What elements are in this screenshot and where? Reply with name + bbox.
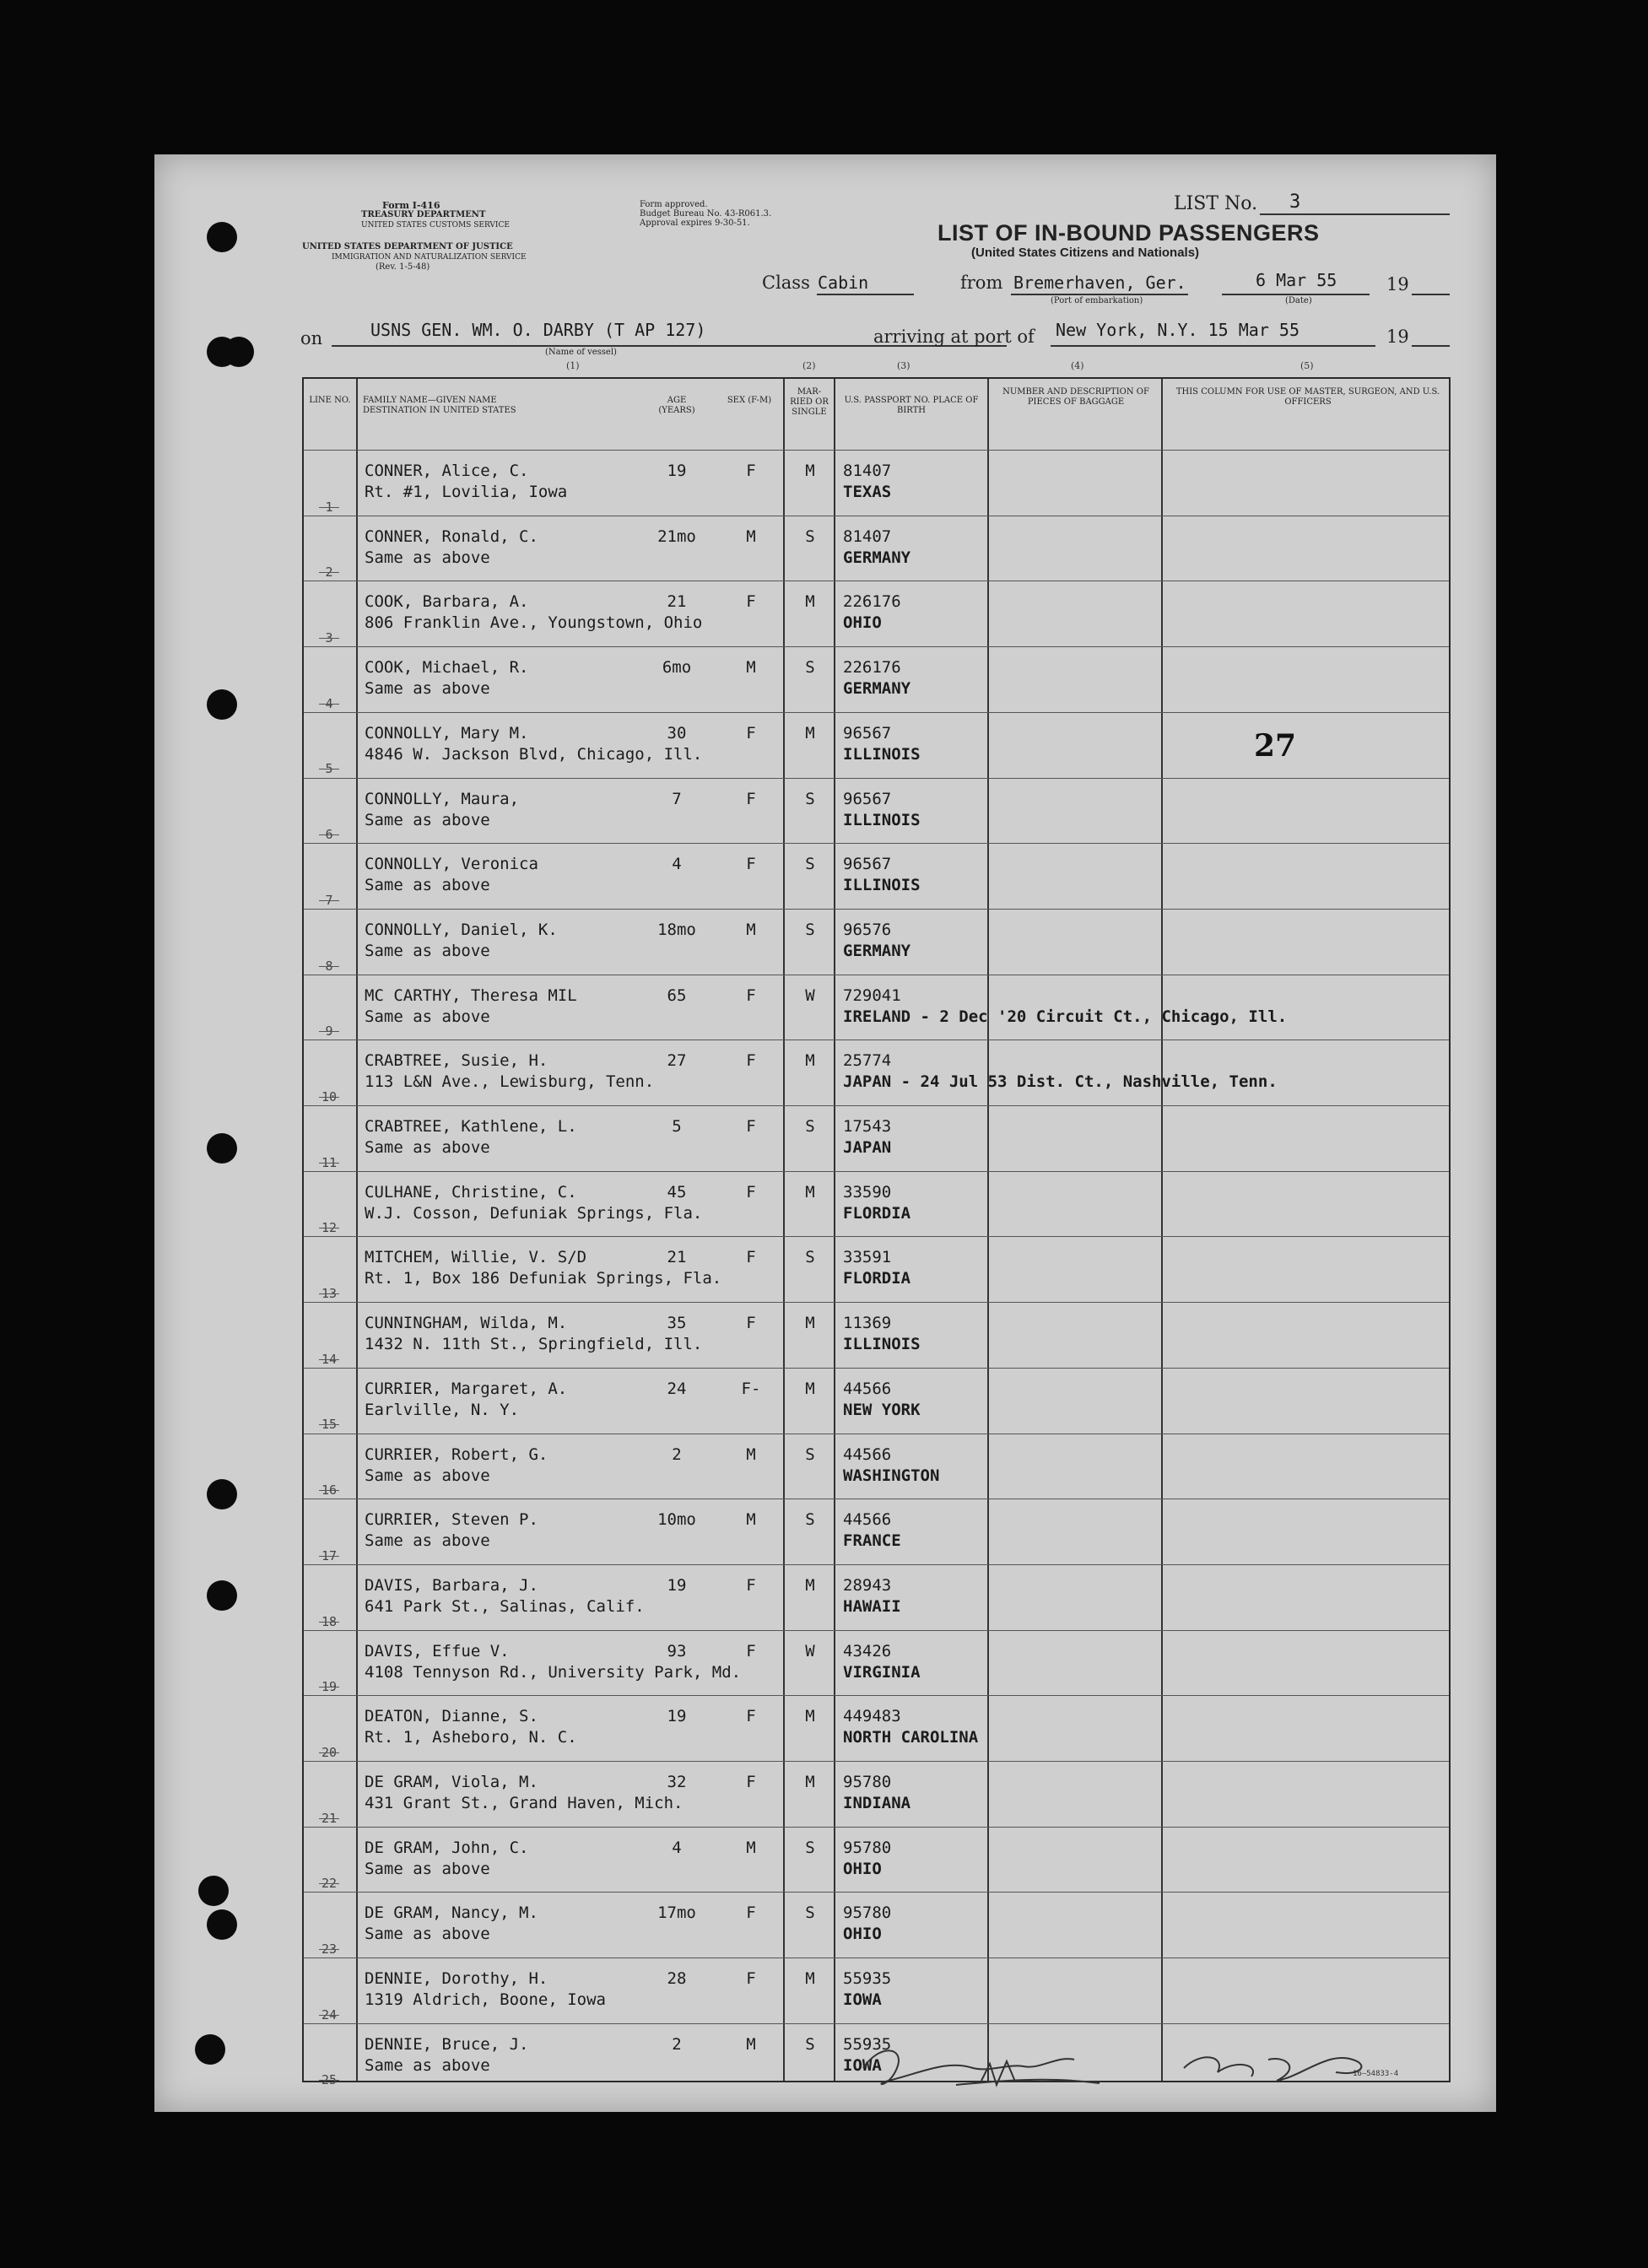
passenger-marital-status: W xyxy=(805,1641,815,1660)
place-of-birth: HAWAII xyxy=(843,1596,901,1616)
passport-number: 33590 xyxy=(843,1182,892,1202)
passenger-age: 28 xyxy=(667,1969,687,1989)
punch-hole xyxy=(207,1479,237,1509)
passenger-name: DE GRAM, Viola, M. xyxy=(365,1773,538,1791)
punch-hole xyxy=(198,1876,229,1906)
column-number-1: (1) xyxy=(566,360,580,371)
destination-address: 1319 Aldrich, Boone, Iowa xyxy=(365,1990,606,2010)
passenger-age: 7 xyxy=(672,789,682,808)
passport-number: 33591 xyxy=(843,1248,892,1267)
table-row xyxy=(304,1302,1449,1369)
table-row xyxy=(304,1564,1449,1631)
place-of-birth: IRELAND - 2 Dec '20 Circuit Ct., Chicago, Ill. xyxy=(843,1007,1288,1026)
passenger-age: 6mo xyxy=(662,658,692,678)
column-number-5: (5) xyxy=(1300,360,1314,371)
passenger-name: CONNOLLY, Maura, xyxy=(365,789,520,808)
column-number-3: (3) xyxy=(897,360,910,371)
port-of-embarkation: Bremerhaven, Ger. xyxy=(1013,273,1186,293)
list-number: 3 xyxy=(1289,192,1301,213)
table-row xyxy=(304,580,1449,647)
from-label: from xyxy=(960,273,1003,293)
date-caption: (Date) xyxy=(1285,296,1312,305)
place-of-birth: ILLINOIS xyxy=(843,1335,921,1354)
passport-number: 44566 xyxy=(843,1444,892,1464)
passenger-name: DENNIE, Bruce, J. xyxy=(365,2034,529,2054)
approval-line-3: Approval expires 9-30-51. xyxy=(640,219,750,228)
passenger-name: CURRIER, Margaret, A. xyxy=(365,1379,568,1398)
passenger-marital-status: S xyxy=(805,2034,815,2054)
passenger-age: 2 xyxy=(672,1444,682,1464)
place-of-birth: NORTH CAROLINA xyxy=(843,1728,979,1747)
passport-number: 44566 xyxy=(843,1510,892,1530)
passenger-sex: M xyxy=(746,1510,756,1530)
passport-number: 81407 xyxy=(843,462,892,480)
line-number: 17 xyxy=(304,1548,354,1563)
destination-address: 4108 Tennyson Rd., University Park, Md. xyxy=(365,1662,742,1682)
table-row xyxy=(304,1761,1449,1828)
table-row xyxy=(304,450,1449,516)
place-of-birth: IOWA xyxy=(843,1990,882,2010)
passport-number: 96567 xyxy=(843,855,892,874)
destination-address: Same as above xyxy=(365,941,490,960)
table-row xyxy=(304,1695,1449,1762)
place-of-birth: NEW YORK xyxy=(843,1400,921,1419)
form-printer-code: 16—54833-4 xyxy=(1353,2070,1399,2078)
passenger-age: 18mo xyxy=(657,920,696,939)
destination-address: Earlville, N. Y. xyxy=(365,1400,520,1419)
place-of-birth: OHIO xyxy=(843,1859,882,1878)
passenger-marital-status: M xyxy=(805,1773,815,1791)
passenger-marital-status: M xyxy=(805,592,815,612)
passenger-name: CULHANE, Christine, C. xyxy=(365,1182,577,1202)
header-baggage: NUMBER AND DESCRIPTION OF PIECES OF BAGGAGE xyxy=(1002,387,1149,407)
line-number: 5 xyxy=(304,761,354,776)
place-of-birth: OHIO xyxy=(843,1925,882,1944)
passenger-name: CONNOLLY, Daniel, K. xyxy=(365,920,558,939)
header-sex: SEX (F-M) xyxy=(727,396,772,405)
passenger-name: MITCHEM, Willie, V. S/D xyxy=(365,1248,587,1267)
vessel-caption: (Name of vessel) xyxy=(545,348,617,357)
line-number: 13 xyxy=(304,1286,354,1301)
line-number: 3 xyxy=(304,630,354,645)
table-row xyxy=(304,1040,1449,1106)
passenger-marital-status: S xyxy=(805,1117,815,1136)
passenger-marital-status: S xyxy=(805,526,815,546)
destination-address: 4846 W. Jackson Blvd, Chicago, Ill. xyxy=(365,744,703,764)
arrival-port: New York, N.Y. 15 Mar 55 xyxy=(1056,320,1299,340)
passenger-marital-status: M xyxy=(805,1051,815,1071)
header-marital: MAR-RIED OR SINGLE xyxy=(790,387,829,417)
table-row xyxy=(304,1630,1449,1697)
destination-address: 431 Grant St., Grand Haven, Mich. xyxy=(365,1794,684,1812)
passenger-sex: F xyxy=(746,1641,756,1660)
line-number: 24 xyxy=(304,2007,354,2022)
passport-number: 95780 xyxy=(843,1904,892,1923)
passport-number: 96567 xyxy=(843,723,892,742)
passport-number: 25774 xyxy=(843,1051,892,1071)
passenger-age: 4 xyxy=(672,855,682,874)
passport-number: 17543 xyxy=(843,1117,892,1136)
passenger-name: CONNOLLY, Mary M. xyxy=(365,723,529,742)
dept-treasury: TREASURY DEPARTMENT xyxy=(361,210,486,219)
passenger-age: 21mo xyxy=(657,526,696,546)
line-number: 16 xyxy=(304,1482,354,1498)
punch-hole xyxy=(207,1133,237,1164)
passenger-table xyxy=(302,377,1451,2088)
place-of-birth: ILLINOIS xyxy=(843,876,921,895)
place-of-birth: GERMANY xyxy=(843,679,911,699)
table-row xyxy=(304,909,1449,975)
destination-address: Same as above xyxy=(365,1925,490,1944)
passport-number: 95780 xyxy=(843,1838,892,1857)
dept-justice: UNITED STATES DEPARTMENT OF JUSTICE xyxy=(302,242,513,251)
passenger-sex: F xyxy=(746,1575,756,1595)
line-number: 7 xyxy=(304,893,354,908)
approval-line-2: Budget Bureau No. 43-R061.3. xyxy=(640,209,772,219)
place-of-birth: VIRGINIA xyxy=(843,1662,921,1682)
passenger-name: DAVIS, Barbara, J. xyxy=(365,1575,538,1595)
destination-address: 1432 N. 11th St., Springfield, Ill. xyxy=(365,1335,703,1354)
passenger-name: CRABTREE, Kathlene, L. xyxy=(365,1117,577,1136)
place-of-birth: OHIO xyxy=(843,613,882,633)
passenger-sex: F xyxy=(746,1051,756,1071)
passport-number: 44566 xyxy=(843,1379,892,1398)
passenger-marital-status: S xyxy=(805,1248,815,1267)
passenger-age: 93 xyxy=(667,1641,687,1660)
place-of-birth: WASHINGTON xyxy=(843,1466,940,1485)
class-value: Cabin xyxy=(818,273,869,293)
passenger-age: 2 xyxy=(672,2034,682,2054)
line-number: 20 xyxy=(304,1745,354,1760)
passenger-sex: M xyxy=(746,526,756,546)
column-number-4: (4) xyxy=(1071,360,1084,371)
passenger-age: 32 xyxy=(667,1773,687,1791)
table-row xyxy=(304,646,1449,713)
destination-address: Rt. 1, Box 186 Defuniak Springs, Fla. xyxy=(365,1269,722,1288)
passport-number: 28943 xyxy=(843,1575,892,1595)
passenger-age: 21 xyxy=(667,1248,687,1267)
passenger-marital-status: M xyxy=(805,723,815,742)
punch-hole xyxy=(207,689,237,720)
passenger-name: MC CARTHY, Theresa MIL xyxy=(365,986,577,1005)
table-row xyxy=(304,975,1449,1041)
passport-number: 96576 xyxy=(843,920,892,939)
year-label-2: 19 xyxy=(1386,327,1409,347)
column-number-2: (2) xyxy=(802,360,816,371)
passenger-age: 5 xyxy=(672,1117,682,1136)
punch-hole xyxy=(207,1909,237,1940)
destination-address: Same as above xyxy=(365,1466,490,1485)
passenger-name: CONNER, Alice, C. xyxy=(365,462,529,480)
place-of-birth: GERMANY xyxy=(843,548,911,567)
arriving-label: arriving at port of xyxy=(873,327,1035,347)
place-of-birth: TEXAS xyxy=(843,483,892,501)
passenger-sex: F xyxy=(746,855,756,874)
passenger-sex: M xyxy=(746,1838,756,1857)
destination-address: Same as above xyxy=(365,1531,490,1551)
passport-number: 226176 xyxy=(843,592,901,612)
passenger-marital-status: M xyxy=(805,1969,815,1989)
year-line-2 xyxy=(1412,345,1450,347)
destination-address: Same as above xyxy=(365,810,490,829)
table-row xyxy=(304,778,1449,845)
place-of-birth: FLORDIA xyxy=(843,1269,911,1288)
destination-address: 806 Franklin Ave., Youngstown, Ohio xyxy=(365,613,703,633)
table-row xyxy=(304,1171,1449,1238)
destination-address: Same as above xyxy=(365,876,490,895)
arrival-line xyxy=(1051,345,1375,347)
destination-address: 641 Park St., Salinas, Calif. xyxy=(365,1596,645,1616)
passenger-sex: F xyxy=(746,1969,756,1989)
passport-number: 55935 xyxy=(843,1969,892,1989)
passenger-marital-status: S xyxy=(805,658,815,678)
passenger-sex: F xyxy=(746,986,756,1005)
destination-address: W.J. Cosson, Defuniak Springs, Fla. xyxy=(365,1203,703,1223)
passport-number: 449483 xyxy=(843,1707,901,1726)
passenger-age: 21 xyxy=(667,592,687,612)
embarkation-line xyxy=(1011,294,1188,295)
passenger-sex: F xyxy=(746,1117,756,1136)
table-row xyxy=(304,516,1449,582)
passenger-sex: M xyxy=(746,1444,756,1464)
line-number: 2 xyxy=(304,564,354,580)
passenger-name: CURRIER, Steven P. xyxy=(365,1510,538,1530)
passport-number: 43426 xyxy=(843,1641,892,1660)
form-revision: (Rev. 1-5-48) xyxy=(376,262,430,272)
line-number: 14 xyxy=(304,1352,354,1367)
header-age: AGE (YEARS) xyxy=(658,396,695,415)
passenger-sex: F xyxy=(746,1904,756,1923)
passenger-age: 4 xyxy=(672,1838,682,1857)
document-title: LIST OF IN-BOUND PASSENGERS xyxy=(937,220,1320,246)
officer-annotation: 27 xyxy=(1254,728,1297,764)
passenger-age: 24 xyxy=(667,1379,687,1398)
class-line xyxy=(817,294,914,295)
passenger-name: CUNNINGHAM, Wilda, M. xyxy=(365,1314,568,1333)
passenger-marital-status: S xyxy=(805,1510,815,1530)
passenger-marital-status: S xyxy=(805,1904,815,1923)
destination-address: Same as above xyxy=(365,1007,490,1026)
header-passport: U.S. PASSPORT NO. PLACE OF BIRTH xyxy=(844,396,979,415)
table-row xyxy=(304,1236,1449,1303)
passenger-marital-status: S xyxy=(805,1444,815,1464)
passenger-marital-status: S xyxy=(805,789,815,808)
year-label: 19 xyxy=(1386,274,1409,294)
date-line xyxy=(1222,294,1370,295)
header-officers: THIS COLUMN FOR USE OF MASTER, SURGEON, AND U.S. OFFICERS xyxy=(1175,387,1440,407)
passenger-marital-status: S xyxy=(805,920,815,939)
on-label: on xyxy=(300,328,323,348)
passenger-sex: M xyxy=(746,920,756,939)
passport-number: 11369 xyxy=(843,1314,892,1333)
vessel-name: USNS GEN. WM. O. DARBY (T AP 127) xyxy=(370,320,706,340)
line-number: 4 xyxy=(304,696,354,711)
dept-customs: UNITED STATES CUSTOMS SERVICE xyxy=(361,221,510,230)
approval-line-1: Form approved. xyxy=(640,200,708,209)
passport-number: 96567 xyxy=(843,789,892,808)
passport-number: 81407 xyxy=(843,526,892,546)
passenger-age: 19 xyxy=(667,1707,687,1726)
destination-address: Rt. #1, Lovilia, Iowa xyxy=(365,483,568,501)
line-number: 1 xyxy=(304,500,354,515)
passport-number: 55935 xyxy=(843,2034,892,2054)
passenger-name: DEATON, Dianne, S. xyxy=(365,1707,538,1726)
destination-address: Same as above xyxy=(365,1859,490,1878)
header-line-no: LINE NO. xyxy=(309,396,351,405)
table-row xyxy=(304,1892,1449,1958)
place-of-birth: JAPAN xyxy=(843,1138,892,1157)
line-number: 11 xyxy=(304,1155,354,1170)
passenger-age: 10mo xyxy=(657,1510,696,1530)
passenger-marital-status: M xyxy=(805,1575,815,1595)
passenger-name: COOK, Michael, R. xyxy=(365,658,529,678)
passenger-sex: F xyxy=(746,789,756,808)
passenger-name: DAVIS, Effue V. xyxy=(365,1641,510,1660)
passenger-sex: F- xyxy=(741,1379,761,1398)
passenger-name: CONNER, Ronald, C. xyxy=(365,526,538,546)
handwritten-signature xyxy=(829,2034,1471,2093)
table-row xyxy=(304,1105,1449,1172)
place-of-birth: JAPAN - 24 Jul 53 Dist. Ct., Nashville, Tenn. xyxy=(843,1072,1278,1092)
passenger-name: DE GRAM, Nancy, M. xyxy=(365,1904,538,1923)
line-number: 12 xyxy=(304,1220,354,1235)
passenger-marital-status: S xyxy=(805,855,815,874)
line-number: 25 xyxy=(304,2072,354,2087)
place-of-birth: FLORDIA xyxy=(843,1203,911,1223)
line-number: 22 xyxy=(304,1876,354,1891)
place-of-birth: ILLINOIS xyxy=(843,744,921,764)
passenger-sex: F xyxy=(746,1182,756,1202)
table-row xyxy=(304,1827,1449,1893)
table-row xyxy=(304,1434,1449,1500)
punch-hole xyxy=(207,1580,237,1611)
destination-address: Same as above xyxy=(365,1138,490,1157)
passenger-marital-status: M xyxy=(805,1379,815,1398)
form-number: Form I-416 xyxy=(382,200,440,211)
embarkation-caption: (Port of embarkation) xyxy=(1051,296,1143,305)
destination-address: 113 L&N Ave., Lewisburg, Tenn. xyxy=(365,1072,655,1092)
passenger-age: 65 xyxy=(667,986,687,1005)
passenger-sex: F xyxy=(746,462,756,480)
passenger-sex: F xyxy=(746,592,756,612)
document-subtitle: (United States Citizens and Nationals) xyxy=(971,246,1200,260)
place-of-birth: GERMANY xyxy=(843,941,911,960)
passenger-name: DENNIE, Dorothy, H. xyxy=(365,1969,548,1989)
passenger-marital-status: M xyxy=(805,462,815,480)
manifest-page xyxy=(154,154,1496,2112)
passenger-age: 30 xyxy=(667,723,687,742)
punch-hole xyxy=(207,222,237,252)
class-label: Class xyxy=(762,273,810,293)
passport-number: 226176 xyxy=(843,658,901,678)
passenger-name: CURRIER, Robert, G. xyxy=(365,1444,548,1464)
passenger-sex: F xyxy=(746,723,756,742)
passenger-age: 19 xyxy=(667,462,687,480)
list-number-line xyxy=(1260,213,1450,215)
passenger-sex: F xyxy=(746,1707,756,1726)
table-row xyxy=(304,1958,1449,2024)
header-name: FAMILY NAME—GIVEN NAME DESTINATION IN UNITED STATES xyxy=(363,396,516,415)
passenger-name: CRABTREE, Susie, H. xyxy=(365,1051,548,1071)
passport-number: 95780 xyxy=(843,1773,892,1791)
passenger-name: CONNOLLY, Veronica xyxy=(365,855,538,874)
destination-address: Same as above xyxy=(365,2055,490,2075)
place-of-birth: INDIANA xyxy=(843,1794,911,1812)
passenger-sex: F xyxy=(746,1773,756,1791)
passenger-age: 19 xyxy=(667,1575,687,1595)
line-number: 23 xyxy=(304,1941,354,1957)
place-of-birth: ILLINOIS xyxy=(843,810,921,829)
table-row xyxy=(304,843,1449,910)
place-of-birth: IOWA xyxy=(843,2055,882,2075)
passenger-marital-status: W xyxy=(805,986,815,1005)
passenger-marital-status: S xyxy=(805,1838,815,1857)
line-number: 21 xyxy=(304,1811,354,1826)
table-row xyxy=(304,1498,1449,1565)
passenger-sex: F xyxy=(746,1314,756,1333)
passenger-sex: F xyxy=(746,1248,756,1267)
passenger-age: 27 xyxy=(667,1051,687,1071)
line-number: 10 xyxy=(304,1089,354,1104)
list-number-label: LIST No. xyxy=(1174,193,1258,214)
place-of-birth: FRANCE xyxy=(843,1531,901,1551)
passenger-age: 35 xyxy=(667,1314,687,1333)
passenger-age: 17mo xyxy=(657,1904,696,1923)
passenger-name: COOK, Barbara, A. xyxy=(365,592,529,612)
table-row xyxy=(304,1368,1449,1434)
passenger-name: DE GRAM, John, C. xyxy=(365,1838,529,1857)
passenger-sex: M xyxy=(746,658,756,678)
passenger-age: 45 xyxy=(667,1182,687,1202)
line-number: 8 xyxy=(304,958,354,974)
line-number: 9 xyxy=(304,1023,354,1039)
passenger-marital-status: M xyxy=(805,1182,815,1202)
dept-ins: IMMIGRATION AND NATURALIZATION SERVICE xyxy=(332,253,527,262)
passenger-marital-status: M xyxy=(805,1707,815,1726)
line-number: 19 xyxy=(304,1679,354,1694)
departure-date: 6 Mar 55 xyxy=(1256,270,1337,290)
destination-address: Rt. 1, Asheboro, N. C. xyxy=(365,1728,577,1747)
punch-hole xyxy=(195,2034,225,2065)
year-line xyxy=(1412,294,1450,295)
line-number: 18 xyxy=(304,1614,354,1629)
punch-hole xyxy=(224,337,254,367)
destination-address: Same as above xyxy=(365,679,490,699)
line-number: 6 xyxy=(304,827,354,842)
line-number: 15 xyxy=(304,1417,354,1432)
passenger-sex: M xyxy=(746,2034,756,2054)
passport-number: 729041 xyxy=(843,986,901,1005)
destination-address: Same as above xyxy=(365,548,490,567)
passenger-marital-status: M xyxy=(805,1314,815,1333)
